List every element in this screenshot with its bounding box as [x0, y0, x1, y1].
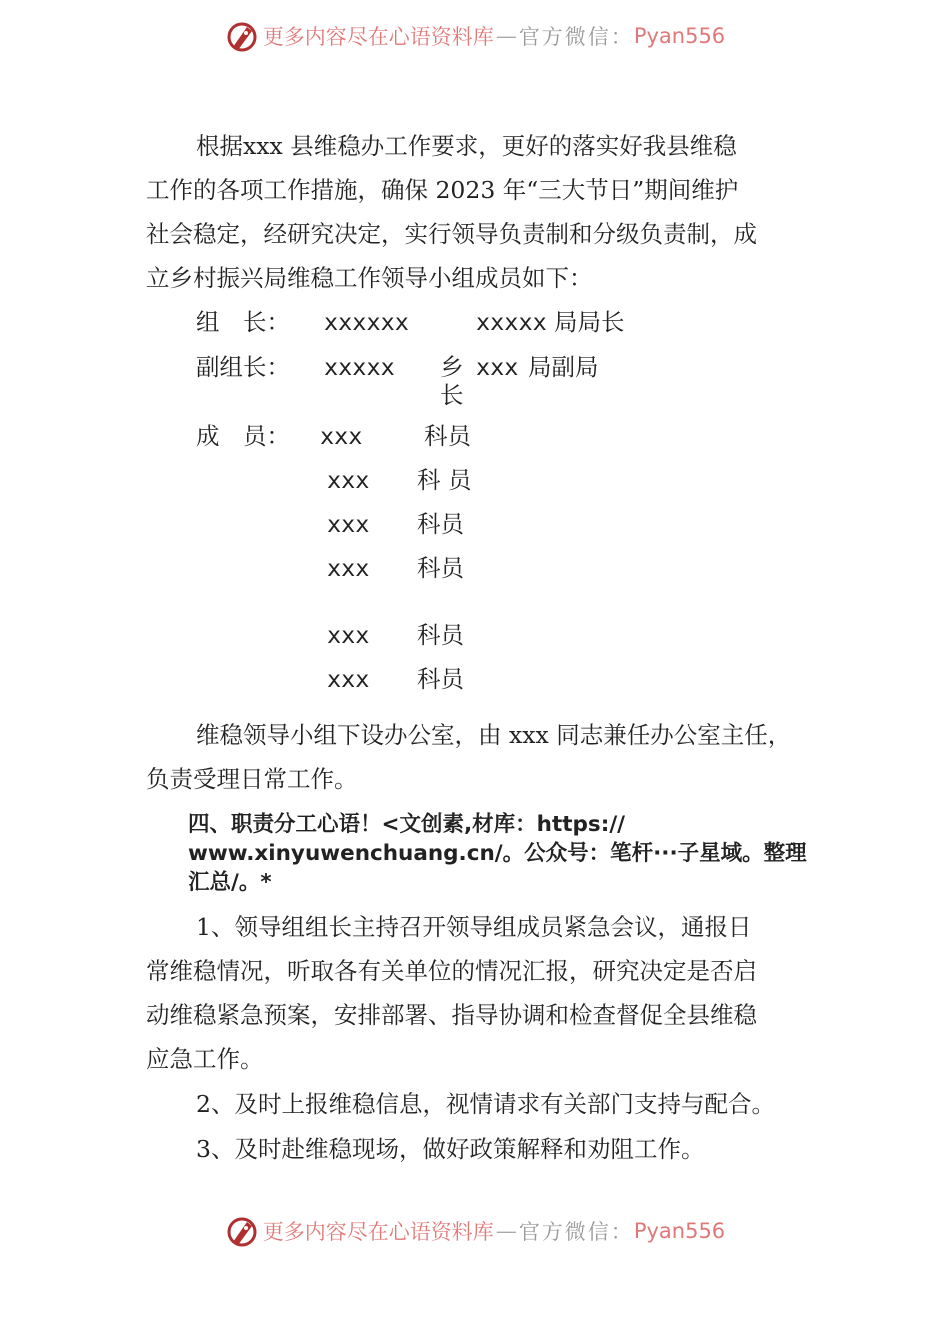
- section-4-heading-line-3: 汇总/。*: [188, 870, 272, 895]
- member-title: 科员: [424, 422, 471, 450]
- banner-wechat-label: 官方微信：: [518, 1220, 634, 1244]
- duty-3: 3、及时赴维稳现场，做好政策解释和劝阻工作。: [196, 1135, 705, 1163]
- intro-line-4: 立乡村振兴局维稳工作领导小组成员如下：: [146, 264, 593, 292]
- member-title: 科员: [417, 510, 464, 538]
- member-name: xxx: [327, 554, 370, 582]
- banner-account: Pyan556: [633, 24, 726, 48]
- banner-separator: —: [495, 24, 517, 48]
- intro-line-3: 社会稳定，经研究决定，实行领导负责制和分级负责制，成: [146, 220, 757, 248]
- member-name: xxx: [320, 422, 363, 450]
- members-role: 成 员：: [196, 422, 290, 450]
- member-title: 科 员: [417, 466, 472, 494]
- member-title: 科员: [417, 554, 464, 582]
- pen-nib-icon: [225, 1214, 259, 1248]
- leader-title: 局局长: [554, 308, 625, 336]
- duty-1-line-2: 常维稳情况，听取各有关单位的情况汇报，研究决定是否启: [146, 957, 757, 985]
- member-name: xxx: [327, 621, 370, 649]
- deputy-org: xxx: [476, 353, 519, 381]
- section-4-heading-line-1: 四、职责分工心语！<文创素,材库：https://: [188, 812, 626, 837]
- deputy-title: 局副局: [528, 353, 599, 381]
- deputy-mid-1: 乡: [440, 353, 464, 381]
- section-4-heading-line-2: www.xinyuwenchuang.cn/。公众号：笔杆···子星域。整理: [188, 841, 807, 866]
- intro-line-1: 根据xxx 县维稳办工作要求，更好的落实好我县维稳: [196, 132, 737, 160]
- pen-nib-icon: [225, 19, 259, 53]
- intro-line-2: 工作的各项工作措施，确保 2023 年“三大节日”期间维护: [146, 176, 739, 204]
- leader-org: xxxxx: [476, 308, 547, 336]
- duty-1-line-4: 应急工作。: [146, 1045, 264, 1073]
- leader-role: 组 长：: [196, 308, 290, 336]
- office-line-1: 维稳领导小组下设办公室，由 xxx 同志兼任办公室主任，: [196, 721, 792, 749]
- office-line-2: 负责受理日常工作。: [146, 765, 358, 793]
- duty-1-line-3: 动维稳紧急预案，安排部署、指导协调和检查督促全县维稳: [146, 1001, 757, 1029]
- banner-separator: —: [495, 1219, 517, 1243]
- deputy-name: xxxxx: [324, 353, 395, 381]
- deputy-mid-2: 长: [440, 381, 464, 409]
- duty-2: 2、及时上报维稳信息，视情请求有关部门支持与配合。: [196, 1090, 775, 1118]
- member-title: 科员: [417, 621, 464, 649]
- banner-account: Pyan556: [633, 1219, 726, 1243]
- member-name: xxx: [327, 665, 370, 693]
- deputy-role: 副组长：: [196, 353, 290, 381]
- banner-wechat-label: 官方微信：: [518, 25, 634, 49]
- member-title: 科员: [417, 665, 464, 693]
- banner-text: 更多内容尽在心语资料库: [262, 1220, 494, 1244]
- banner-text: 更多内容尽在心语资料库: [262, 25, 494, 49]
- duty-1-line-1: 1、领导组组长主持召开领导组成员紧急会议，通报日: [196, 913, 752, 941]
- leader-name: xxxxxx: [324, 308, 409, 336]
- member-name: xxx: [327, 466, 370, 494]
- footer-banner: [0, 1211, 950, 1251]
- member-name: xxx: [327, 510, 370, 538]
- header-banner: [0, 16, 950, 56]
